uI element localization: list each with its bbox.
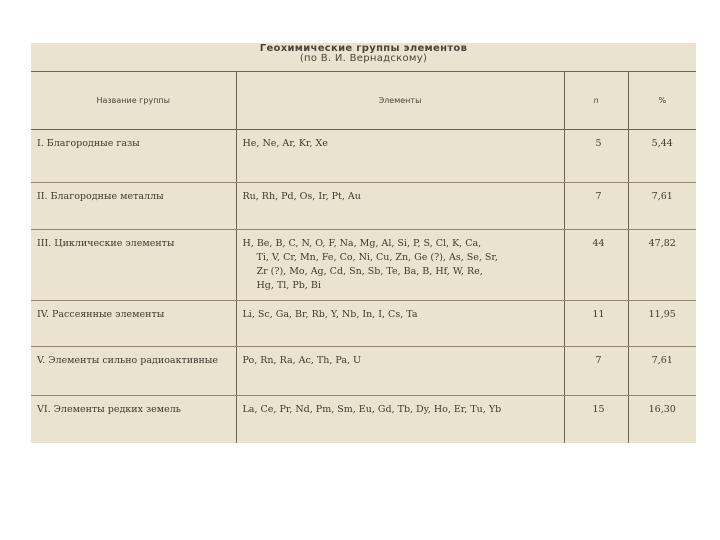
elements-cell: [236, 347, 564, 396]
count-cell: 15: [564, 396, 628, 444]
table-row: [31, 230, 696, 301]
elements-line: Po, Rn, Ra, Ac, Th, Pa, U: [242, 355, 362, 366]
elements-line: H, Be, B, C, N, O, F, Na, Mg, Al, Si, P, S, Cl, K, Ca,: [242, 238, 482, 249]
count-cell: 5: [564, 130, 628, 183]
elements-cell: [236, 130, 564, 183]
table-header-row: [31, 72, 696, 130]
group-name: III. Циклические элементы: [31, 230, 236, 301]
group-name: V. Элементы сильно радиоактивные: [31, 347, 236, 396]
elements-cell: [236, 230, 564, 301]
group-name: II. Благородные металлы: [31, 183, 236, 230]
elements-line: Zr (?), Mo, Ag, Cd, Sn, Sb, Te, Ba, B, Hf, W, Re,: [256, 266, 483, 277]
header-elements: Элементы: [236, 72, 564, 130]
count-cell: 7: [564, 347, 628, 396]
table-row: [31, 396, 696, 444]
header-n: n: [564, 72, 628, 130]
table-row: [31, 183, 696, 230]
percent-cell: 11,95: [628, 301, 696, 347]
elements-line: Ru, Rh, Pd, Os, Ir, Pt, Au: [242, 191, 361, 202]
count-cell: 11: [564, 301, 628, 347]
count-cell: 7: [564, 183, 628, 230]
elements-cell: [236, 301, 564, 347]
elements-line: La, Ce, Pr, Nd, Pm, Sm, Eu, Gd, Tb, Dy, Ho, Er, Tu, Yb: [242, 404, 502, 415]
group-name: VI. Элементы редких земель: [37, 404, 181, 415]
header-group: Название группы: [31, 72, 236, 130]
percent-cell: 7,61: [628, 347, 696, 396]
elements-cell: [236, 183, 564, 230]
table-title: Геохимические группы элементов: [259, 43, 468, 54]
elements-table: [31, 71, 696, 443]
elements-cell: [236, 396, 564, 444]
header-percent: %: [628, 72, 696, 130]
group-name: IV. Рассеянные элементы: [31, 301, 236, 347]
table-row: [31, 347, 696, 396]
elements-line: Hg, Tl, Pb, Bi: [256, 280, 321, 291]
table-row: [31, 301, 696, 347]
table-row: [31, 130, 696, 183]
count-cell: 44: [564, 230, 628, 301]
scanned-page: [31, 43, 696, 443]
elements-line: He, Ne, Ar, Kr, Xe: [242, 138, 328, 149]
percent-cell: 16,30: [628, 396, 696, 444]
elements-line: Ti, V, Cr, Mn, Fe, Co, Ni, Cu, Zn, Ge (?), As, Se, Sr,: [256, 252, 498, 263]
percent-cell: 7,61: [628, 183, 696, 230]
elements-line: Li, Sc, Ga, Br, Rb, Y, Nb, In, I, Cs, Ta: [242, 309, 418, 320]
table-subtitle: (по В. И. Вернадскому): [299, 53, 428, 64]
percent-cell: 5,44: [628, 130, 696, 183]
percent-cell: 47,82: [628, 230, 696, 301]
group-name: I. Благородные газы: [31, 130, 236, 183]
